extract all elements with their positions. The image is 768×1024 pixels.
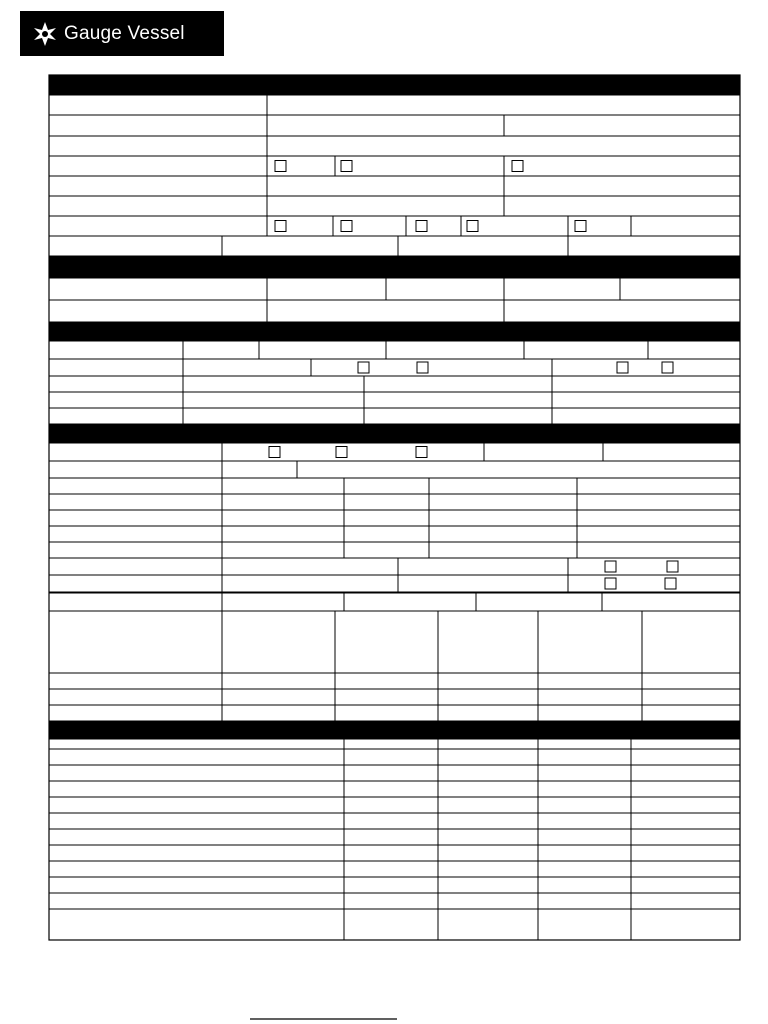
- row-31-field-4[interactable]: [538, 749, 631, 765]
- row-28-field-6[interactable]: [642, 689, 740, 705]
- row-18-field-5[interactable]: [577, 478, 740, 494]
- row-9-field-4[interactable]: [504, 278, 620, 300]
- row-30-field-2[interactable]: [344, 739, 438, 749]
- row-36-field-5[interactable]: [631, 829, 740, 845]
- row-28-field-3[interactable]: [335, 689, 438, 705]
- row-30-field-3[interactable]: [438, 739, 538, 749]
- row-2-field-2[interactable]: [267, 115, 504, 136]
- row-30-field-1[interactable]: [49, 739, 344, 749]
- row-24-field-4[interactable]: [568, 575, 740, 592]
- row-36-field-4[interactable]: [538, 829, 631, 845]
- row-35-field-1[interactable]: [49, 813, 344, 829]
- row-16-checkbox-3[interactable]: [416, 447, 427, 458]
- row-33-field-5[interactable]: [631, 781, 740, 797]
- row-28-field-1[interactable]: [49, 689, 222, 705]
- row-19-field-2[interactable]: [222, 494, 344, 510]
- row-7-checkbox-1[interactable]: [275, 221, 286, 232]
- row-8-field-3[interactable]: [398, 236, 568, 256]
- row-16-field-2[interactable]: [222, 443, 484, 461]
- row-32-field-5[interactable]: [631, 765, 740, 781]
- row-2-field-3[interactable]: [504, 115, 740, 136]
- row-4-field-3[interactable]: [335, 156, 504, 176]
- row-4-field-4[interactable]: [504, 156, 740, 176]
- row-28-field-5[interactable]: [538, 689, 642, 705]
- row-19-field-4[interactable]: [429, 494, 577, 510]
- section-2-header-bar: [49, 256, 740, 278]
- row-37-field-4[interactable]: [538, 845, 631, 861]
- row-5-field-3[interactable]: [504, 176, 740, 196]
- row-40-field-1[interactable]: [49, 893, 344, 909]
- row-7-field-7[interactable]: [631, 216, 740, 236]
- row-35-field-5[interactable]: [631, 813, 740, 829]
- row-33-field-2[interactable]: [344, 781, 438, 797]
- row-38-field-3[interactable]: [438, 861, 538, 877]
- row-16-field-4[interactable]: [603, 443, 740, 461]
- row-15-field-3[interactable]: [364, 408, 552, 424]
- row-40-field-5[interactable]: [631, 893, 740, 909]
- row-33-field-1[interactable]: [49, 781, 344, 797]
- row-27-field-1[interactable]: [49, 673, 222, 689]
- row-26-field-4[interactable]: [438, 611, 538, 673]
- row-11-field-6[interactable]: [648, 341, 740, 359]
- row-34-field-2[interactable]: [344, 797, 438, 813]
- row-27-field-6[interactable]: [642, 673, 740, 689]
- section-5-header-bar: [49, 721, 740, 739]
- row-15-field-4[interactable]: [552, 408, 740, 424]
- row-11-field-1[interactable]: [49, 341, 183, 359]
- row-12-field-3[interactable]: [311, 359, 552, 376]
- row-32-field-1[interactable]: [49, 765, 344, 781]
- row-2-field-1[interactable]: [49, 115, 267, 136]
- row-23-field-1[interactable]: [49, 558, 222, 575]
- row-35-field-4[interactable]: [538, 813, 631, 829]
- row-16-checkbox-1[interactable]: [269, 447, 280, 458]
- row-41-field-1[interactable]: [49, 909, 344, 940]
- row-21-field-2[interactable]: [222, 526, 344, 542]
- row-7-checkbox-3[interactable]: [416, 221, 427, 232]
- row-1-field-2[interactable]: [267, 95, 740, 115]
- row-25-field-2[interactable]: [222, 593, 344, 611]
- row-12-checkbox-1[interactable]: [358, 362, 369, 373]
- row-38-field-2[interactable]: [344, 861, 438, 877]
- row-25-field-5[interactable]: [602, 593, 740, 611]
- row-27-field-2[interactable]: [222, 673, 335, 689]
- row-21-field-3[interactable]: [344, 526, 429, 542]
- row-25-field-1[interactable]: [49, 593, 222, 611]
- row-12-field-2[interactable]: [183, 359, 311, 376]
- row-38-field-1[interactable]: [49, 861, 344, 877]
- row-21-field-4[interactable]: [429, 526, 577, 542]
- row-37-field-5[interactable]: [631, 845, 740, 861]
- row-22-field-1[interactable]: [49, 542, 222, 558]
- row-15-field-2[interactable]: [183, 408, 364, 424]
- row-6-field-3[interactable]: [504, 196, 740, 216]
- row-7-checkbox-4[interactable]: [467, 221, 478, 232]
- row-39-field-5[interactable]: [631, 877, 740, 893]
- row-14-field-3[interactable]: [364, 392, 552, 408]
- row-14-field-2[interactable]: [183, 392, 364, 408]
- row-7-field-1[interactable]: [49, 216, 267, 236]
- row-35-field-3[interactable]: [438, 813, 538, 829]
- row-23-field-3[interactable]: [398, 558, 568, 575]
- row-40-field-3[interactable]: [438, 893, 538, 909]
- row-10-field-1[interactable]: [49, 300, 267, 322]
- row-26-field-6[interactable]: [642, 611, 740, 673]
- row-34-field-4[interactable]: [538, 797, 631, 813]
- row-3-field-1[interactable]: [49, 136, 267, 156]
- row-18-field-2[interactable]: [222, 478, 344, 494]
- row-37-field-1[interactable]: [49, 845, 344, 861]
- row-18-field-3[interactable]: [344, 478, 429, 494]
- row-12-checkbox-2[interactable]: [417, 362, 428, 373]
- row-26-field-3[interactable]: [335, 611, 438, 673]
- row-38-field-4[interactable]: [538, 861, 631, 877]
- row-34-field-1[interactable]: [49, 797, 344, 813]
- row-18-field-4[interactable]: [429, 478, 577, 494]
- row-4-checkbox-1[interactable]: [275, 161, 286, 172]
- row-14-field-4[interactable]: [552, 392, 740, 408]
- row-28-field-2[interactable]: [222, 689, 335, 705]
- row-4-checkbox-3[interactable]: [512, 161, 523, 172]
- row-39-field-1[interactable]: [49, 877, 344, 893]
- row-13-field-1[interactable]: [49, 376, 183, 392]
- row-38-field-5[interactable]: [631, 861, 740, 877]
- brand-name: Gauge Vessel: [64, 22, 185, 44]
- row-29-field-1[interactable]: [49, 705, 222, 721]
- row-31-field-2[interactable]: [344, 749, 438, 765]
- row-10-field-2[interactable]: [267, 300, 504, 322]
- row-19-field-3[interactable]: [344, 494, 429, 510]
- row-20-field-4[interactable]: [429, 510, 577, 526]
- row-3-field-2[interactable]: [267, 136, 740, 156]
- row-23-checkbox-2[interactable]: [667, 561, 678, 572]
- row-34-field-5[interactable]: [631, 797, 740, 813]
- row-25-field-4[interactable]: [476, 593, 602, 611]
- row-29-field-6[interactable]: [642, 705, 740, 721]
- row-31-field-5[interactable]: [631, 749, 740, 765]
- row-22-field-3[interactable]: [344, 542, 429, 558]
- section-4-header-bar: [49, 424, 740, 443]
- row-31-field-3[interactable]: [438, 749, 538, 765]
- row-13-field-4[interactable]: [552, 376, 740, 392]
- row-29-field-5[interactable]: [538, 705, 642, 721]
- row-39-field-4[interactable]: [538, 877, 631, 893]
- row-4-checkbox-2[interactable]: [341, 161, 352, 172]
- row-39-field-2[interactable]: [344, 877, 438, 893]
- section-3-header-bar: [49, 322, 740, 341]
- row-24-field-2[interactable]: [222, 575, 398, 592]
- row-6-field-2[interactable]: [267, 196, 504, 216]
- row-10-field-3[interactable]: [504, 300, 740, 322]
- row-23-checkbox-1[interactable]: [605, 561, 616, 572]
- row-12-field-4[interactable]: [552, 359, 740, 376]
- section-1-header-bar: [49, 75, 740, 95]
- row-30-field-4[interactable]: [538, 739, 631, 749]
- row-12-checkbox-3[interactable]: [617, 362, 628, 373]
- row-26-field-5[interactable]: [538, 611, 642, 673]
- row-27-field-5[interactable]: [538, 673, 642, 689]
- row-37-field-3[interactable]: [438, 845, 538, 861]
- row-8-field-2[interactable]: [222, 236, 398, 256]
- row-27-field-4[interactable]: [438, 673, 538, 689]
- row-23-field-4[interactable]: [568, 558, 740, 575]
- row-13-field-2[interactable]: [183, 376, 364, 392]
- row-7-checkbox-5[interactable]: [575, 221, 586, 232]
- row-16-field-1[interactable]: [49, 443, 222, 461]
- row-41-field-4[interactable]: [538, 909, 631, 940]
- row-17-field-3[interactable]: [297, 461, 740, 478]
- row-11-field-4[interactable]: [386, 341, 524, 359]
- row-5-field-1[interactable]: [49, 176, 267, 196]
- row-8-field-4[interactable]: [568, 236, 740, 256]
- row-14-field-1[interactable]: [49, 392, 183, 408]
- row-22-field-2[interactable]: [222, 542, 344, 558]
- row-29-field-3[interactable]: [335, 705, 438, 721]
- row-8-field-1[interactable]: [49, 236, 222, 256]
- row-29-field-2[interactable]: [222, 705, 335, 721]
- row-23-field-2[interactable]: [222, 558, 398, 575]
- row-40-field-2[interactable]: [344, 893, 438, 909]
- row-36-field-2[interactable]: [344, 829, 438, 845]
- row-25-field-3[interactable]: [344, 593, 476, 611]
- row-28-field-4[interactable]: [438, 689, 538, 705]
- row-11-field-5[interactable]: [524, 341, 648, 359]
- row-11-field-2[interactable]: [183, 341, 259, 359]
- row-37-field-2[interactable]: [344, 845, 438, 861]
- row-13-field-3[interactable]: [364, 376, 552, 392]
- row-21-field-1[interactable]: [49, 526, 222, 542]
- row-34-field-3[interactable]: [438, 797, 538, 813]
- row-33-field-3[interactable]: [438, 781, 538, 797]
- row-5-field-2[interactable]: [267, 176, 504, 196]
- row-6-field-1[interactable]: [49, 196, 267, 216]
- row-12-checkbox-4[interactable]: [662, 362, 673, 373]
- row-9-field-5[interactable]: [620, 278, 740, 300]
- row-19-field-5[interactable]: [577, 494, 740, 510]
- row-32-field-2[interactable]: [344, 765, 438, 781]
- row-27-field-3[interactable]: [335, 673, 438, 689]
- row-24-field-3[interactable]: [398, 575, 568, 592]
- row-32-field-3[interactable]: [438, 765, 538, 781]
- row-20-field-1[interactable]: [49, 510, 222, 526]
- row-11-field-3[interactable]: [259, 341, 386, 359]
- row-20-field-5[interactable]: [577, 510, 740, 526]
- row-1-field-1[interactable]: [49, 95, 267, 115]
- row-31-field-1[interactable]: [49, 749, 344, 765]
- row-22-field-4[interactable]: [429, 542, 577, 558]
- row-20-field-3[interactable]: [344, 510, 429, 526]
- row-30-field-5[interactable]: [631, 739, 740, 749]
- row-24-field-1[interactable]: [49, 575, 222, 592]
- row-9-field-3[interactable]: [386, 278, 504, 300]
- row-19-field-1[interactable]: [49, 494, 222, 510]
- row-41-field-5[interactable]: [631, 909, 740, 940]
- row-29-field-4[interactable]: [438, 705, 538, 721]
- row-32-field-4[interactable]: [538, 765, 631, 781]
- row-26-field-2[interactable]: [222, 611, 335, 673]
- row-39-field-3[interactable]: [438, 877, 538, 893]
- row-21-field-5[interactable]: [577, 526, 740, 542]
- row-18-field-1[interactable]: [49, 478, 222, 494]
- row-40-field-4[interactable]: [538, 893, 631, 909]
- row-15-field-1[interactable]: [49, 408, 183, 424]
- row-17-field-2[interactable]: [222, 461, 297, 478]
- row-36-field-1[interactable]: [49, 829, 344, 845]
- row-17-field-1[interactable]: [49, 461, 222, 478]
- row-26-field-1[interactable]: [49, 611, 222, 673]
- row-7-checkbox-2[interactable]: [341, 221, 352, 232]
- row-36-field-3[interactable]: [438, 829, 538, 845]
- row-35-field-2[interactable]: [344, 813, 438, 829]
- row-12-field-1[interactable]: [49, 359, 183, 376]
- row-9-field-1[interactable]: [49, 278, 267, 300]
- row-24-checkbox-2[interactable]: [665, 578, 676, 589]
- row-33-field-4[interactable]: [538, 781, 631, 797]
- row-20-field-2[interactable]: [222, 510, 344, 526]
- row-41-field-2[interactable]: [344, 909, 438, 940]
- row-22-field-5[interactable]: [577, 542, 740, 558]
- row-16-checkbox-2[interactable]: [336, 447, 347, 458]
- row-7-field-4[interactable]: [406, 216, 461, 236]
- row-24-checkbox-1[interactable]: [605, 578, 616, 589]
- row-41-field-3[interactable]: [438, 909, 538, 940]
- row-16-field-3[interactable]: [484, 443, 603, 461]
- row-9-field-2[interactable]: [267, 278, 386, 300]
- row-4-field-1[interactable]: [49, 156, 267, 176]
